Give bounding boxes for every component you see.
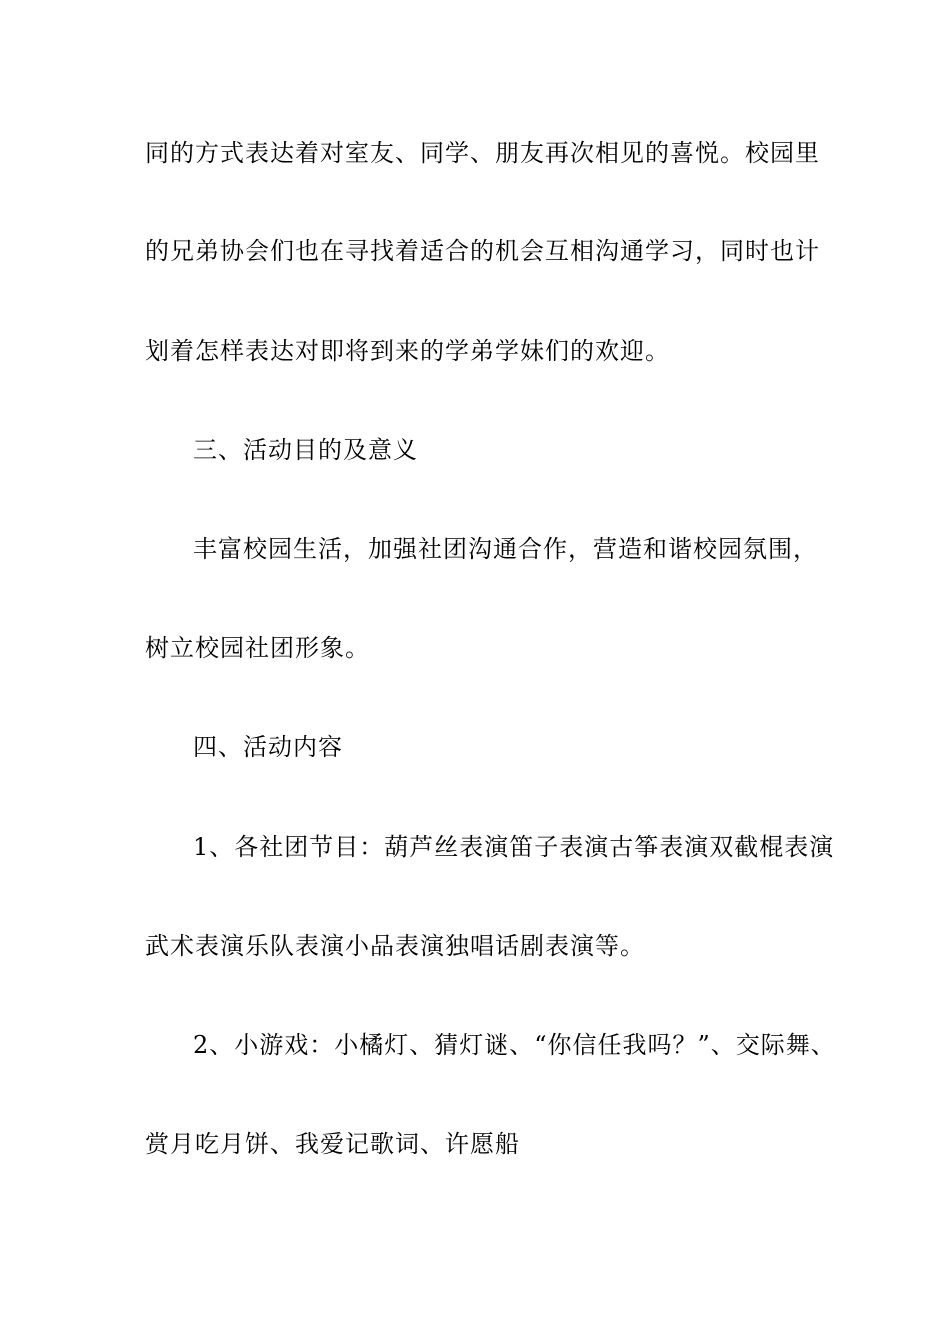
section-heading: 三、活动目的及意义: [193, 436, 418, 464]
paragraph-line: 同的方式表达着对室友、同学、朋友再次相见的喜悦。校园里: [145, 139, 820, 167]
list-item-line: 1、各社团节目：葫芦丝表演笛子表演古筝表演双截棍表演: [193, 833, 835, 861]
list-item-line: 2、小游戏：小橘灯、猜灯谜、“你信任我吗？”、交际舞、: [193, 1031, 836, 1059]
paragraph-line: 丰富校园生活，加强社团沟通合作，营造和谐校园氛围，: [193, 535, 818, 563]
list-item-line: 赏月吃月饼、我爱记歌词、许愿船: [145, 1130, 520, 1158]
paragraph-line: 划着怎样表达对即将到来的学弟学妹们的欢迎。: [145, 337, 670, 365]
paragraph-line: 树立校园社团形象。: [145, 634, 370, 662]
section-heading: 四、活动内容: [193, 733, 343, 761]
paragraph-line: 的兄弟协会们也在寻找着适合的机会互相沟通学习，同时也计: [145, 237, 820, 265]
list-item-line: 武术表演乐队表演小品表演独唱话剧表演等。: [145, 932, 645, 960]
